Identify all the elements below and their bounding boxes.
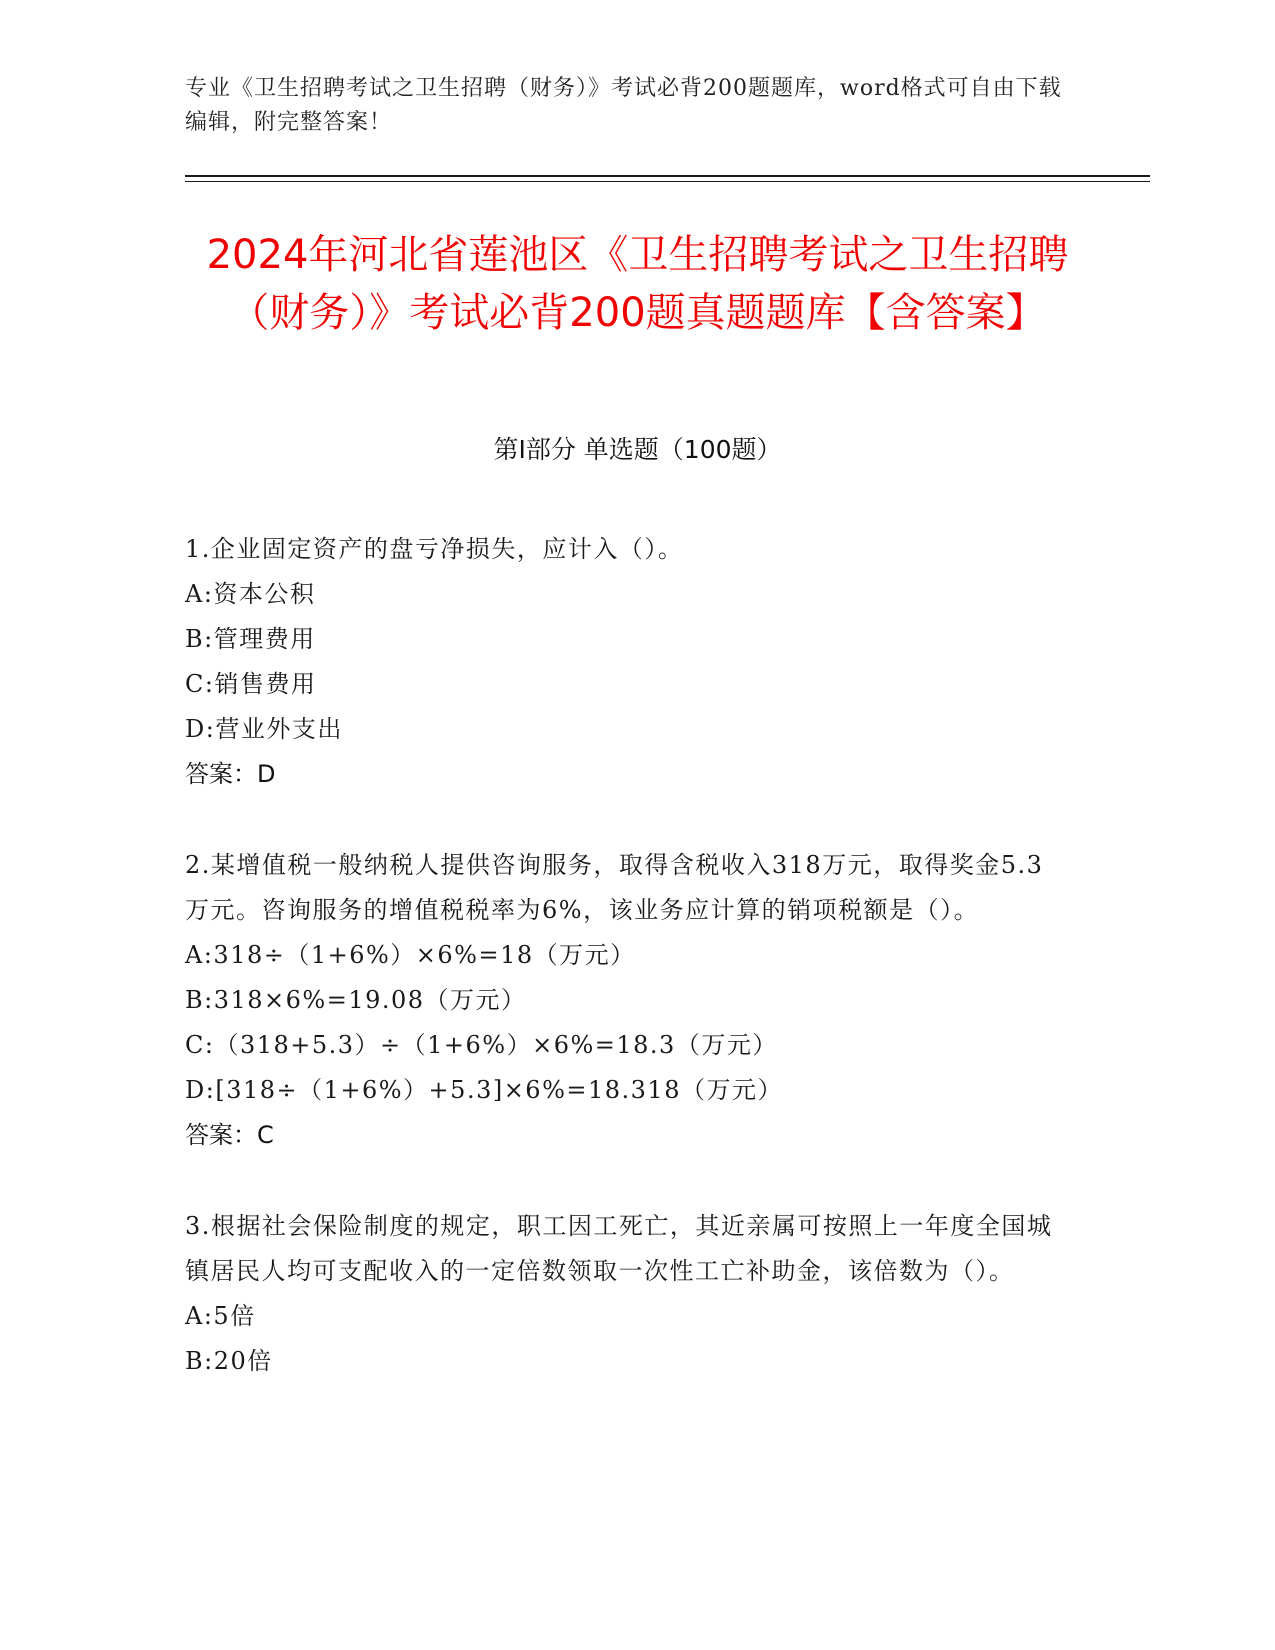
section-title: 第Ⅰ部分 单选题（100题）: [493, 435, 782, 464]
option-a: A:资本公积: [185, 580, 316, 608]
answer-line: 答案：C: [185, 1121, 274, 1149]
question-list: [185, 527, 1065, 1430]
question-2: [185, 843, 1065, 1158]
option-d: D:[318÷（1+6%）+5.3]×6%=18.318（万元）: [185, 1076, 783, 1104]
answer-line: 答案：D: [185, 760, 276, 788]
option-b: B:318×6%=19.08（万元）: [185, 986, 527, 1014]
option-c: C:（318+5.3）÷（1+6%）×6%=18.3（万元）: [185, 1031, 778, 1059]
question-3: [185, 1204, 1065, 1384]
header-note: 专业《卫生招聘考试之卫生招聘（财务）》考试必背200题题库，word格式可自由下载编辑，附完整答案！: [185, 76, 1062, 135]
question-1: [185, 527, 1065, 797]
question-stem: 2.某增值税一般纳税人提供咨询服务，取得含税收入318万元，取得奖金5.3万元。咨询服务的增值税税率为6%，该业务应计算的销项税额是（）。: [185, 851, 1044, 924]
question-stem: 1.企业固定资产的盘亏净损失，应计入（）。: [185, 535, 684, 563]
header-divider: [185, 175, 1150, 177]
option-a: A:5倍: [185, 1302, 256, 1330]
document-title: 2024年河北省莲池区《卫生招聘考试之卫生招聘（财务）》考试必背200题真题题库【含答案】: [206, 232, 1069, 336]
option-b: B:20倍: [185, 1347, 273, 1375]
option-c: C:销售费用: [185, 670, 317, 698]
option-b: B:管理费用: [185, 625, 316, 653]
header-divider-thin: [185, 181, 1150, 182]
option-d: D:营业外支出: [185, 715, 343, 743]
question-stem: 3.根据社会保险制度的规定，职工因工死亡，其近亲属可按照上一年度全国城镇居民人均可支配收入的一定倍数领取一次性工亡补助金，该倍数为（）。: [185, 1212, 1053, 1285]
option-a: A:318÷（1+6%）×6%=18（万元）: [185, 941, 636, 969]
